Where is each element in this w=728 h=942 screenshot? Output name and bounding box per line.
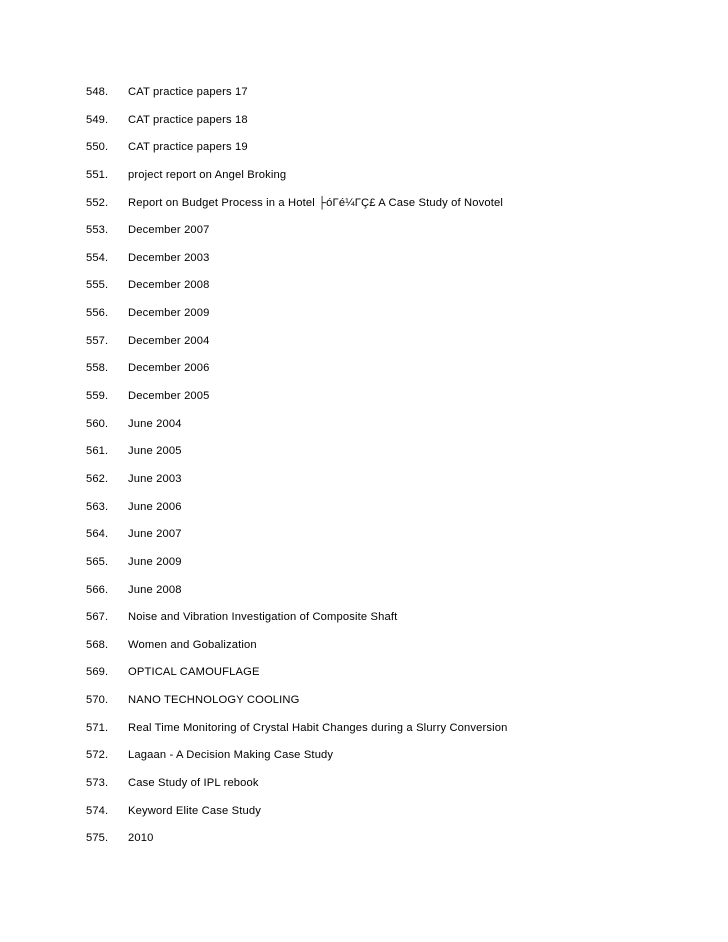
- item-text: December 2005: [128, 390, 210, 403]
- list-item: [86, 277, 508, 305]
- item-number: 564.: [86, 528, 109, 541]
- item-text: June 2003: [128, 472, 182, 485]
- list-item: [86, 195, 508, 223]
- list-item: [86, 167, 508, 195]
- item-text: June 2005: [128, 445, 182, 458]
- item-number: 559.: [86, 390, 109, 403]
- item-number: 563.: [86, 500, 109, 513]
- item-number: 556.: [86, 307, 109, 320]
- item-number: 550.: [86, 141, 109, 154]
- item-text: June 2008: [128, 583, 182, 596]
- numbered-list: [86, 84, 508, 858]
- item-number: 548.: [86, 86, 109, 98]
- list-item: [86, 112, 508, 140]
- list-item: [86, 443, 508, 471]
- item-number: 568.: [86, 638, 109, 651]
- item-text: December 2004: [128, 334, 210, 347]
- item-number: 549.: [86, 113, 109, 126]
- list-item: [86, 664, 508, 692]
- item-text: December 2009: [128, 307, 210, 320]
- item-number: 567.: [86, 611, 109, 624]
- item-number: 557.: [86, 334, 109, 347]
- item-number: 575.: [86, 832, 109, 845]
- list-item: [86, 582, 508, 610]
- item-text: Lagaan - A Decision Making Case Study: [128, 749, 334, 762]
- list-item: [86, 471, 508, 499]
- list-item: [86, 554, 508, 582]
- item-text: Noise and Vibration Investigation of Composite Shaft: [128, 611, 398, 624]
- item-text: CAT practice papers 17: [128, 86, 248, 98]
- item-text: June 2009: [128, 555, 182, 568]
- list-item: [86, 747, 508, 775]
- item-number: 552.: [86, 196, 109, 209]
- list-item: [86, 720, 508, 748]
- item-text: CAT practice papers 18: [128, 113, 248, 126]
- item-number: 573.: [86, 777, 109, 790]
- item-text: OPTICAL CAMOUFLAGE: [128, 666, 260, 679]
- item-text: December 2007: [128, 224, 210, 237]
- item-number: 569.: [86, 666, 109, 679]
- list-item: [86, 360, 508, 388]
- item-text: December 2008: [128, 279, 210, 292]
- item-number: 558.: [86, 362, 109, 375]
- item-number: 553.: [86, 224, 109, 237]
- list-item: [86, 222, 508, 250]
- list-item: [86, 803, 508, 831]
- item-number: 565.: [86, 555, 109, 568]
- list-item: [86, 775, 508, 803]
- item-number: 574.: [86, 804, 109, 817]
- list-item: [86, 499, 508, 527]
- item-text: December 2006: [128, 362, 210, 375]
- item-number: 560.: [86, 417, 109, 430]
- list-item: [86, 609, 508, 637]
- item-text: NANO TECHNOLOGY COOLING: [128, 694, 300, 707]
- item-number: 566.: [86, 583, 109, 596]
- list-item: [86, 416, 508, 444]
- item-number: 572.: [86, 749, 109, 762]
- list-item: [86, 830, 508, 858]
- item-number: 570.: [86, 694, 109, 707]
- list-item: [86, 84, 508, 112]
- item-text: June 2006: [128, 500, 182, 513]
- item-number: 554.: [86, 251, 109, 264]
- item-text: Real Time Monitoring of Crystal Habit Changes during a Slurry Conversion: [128, 721, 508, 734]
- item-text: CAT practice papers 19: [128, 141, 248, 154]
- item-text: Case Study of IPL rebook: [128, 777, 259, 790]
- list-item: [86, 526, 508, 554]
- list-item: [86, 250, 508, 278]
- item-number: 561.: [86, 445, 109, 458]
- item-text: Keyword Elite Case Study: [128, 804, 261, 817]
- item-text: June 2004: [128, 417, 182, 430]
- item-text: 2010: [128, 832, 154, 845]
- item-number: 562.: [86, 472, 109, 485]
- item-text: Report on Budget Process in a Hotel ├óΓé¼ΓÇ£ A Case Study of Novotel: [128, 196, 503, 209]
- item-text: Women and Gobalization: [128, 638, 257, 651]
- item-number: 551.: [86, 168, 109, 181]
- list-item: [86, 388, 508, 416]
- list-item: [86, 333, 508, 361]
- item-text: December 2003: [128, 251, 210, 264]
- item-number: 571.: [86, 721, 109, 734]
- list-item: [86, 305, 508, 333]
- item-text: project report on Angel Broking: [128, 168, 287, 181]
- list-item: [86, 637, 508, 665]
- list-item: [86, 139, 508, 167]
- item-number: 555.: [86, 279, 109, 292]
- list-item: [86, 692, 508, 720]
- item-text: June 2007: [128, 528, 182, 541]
